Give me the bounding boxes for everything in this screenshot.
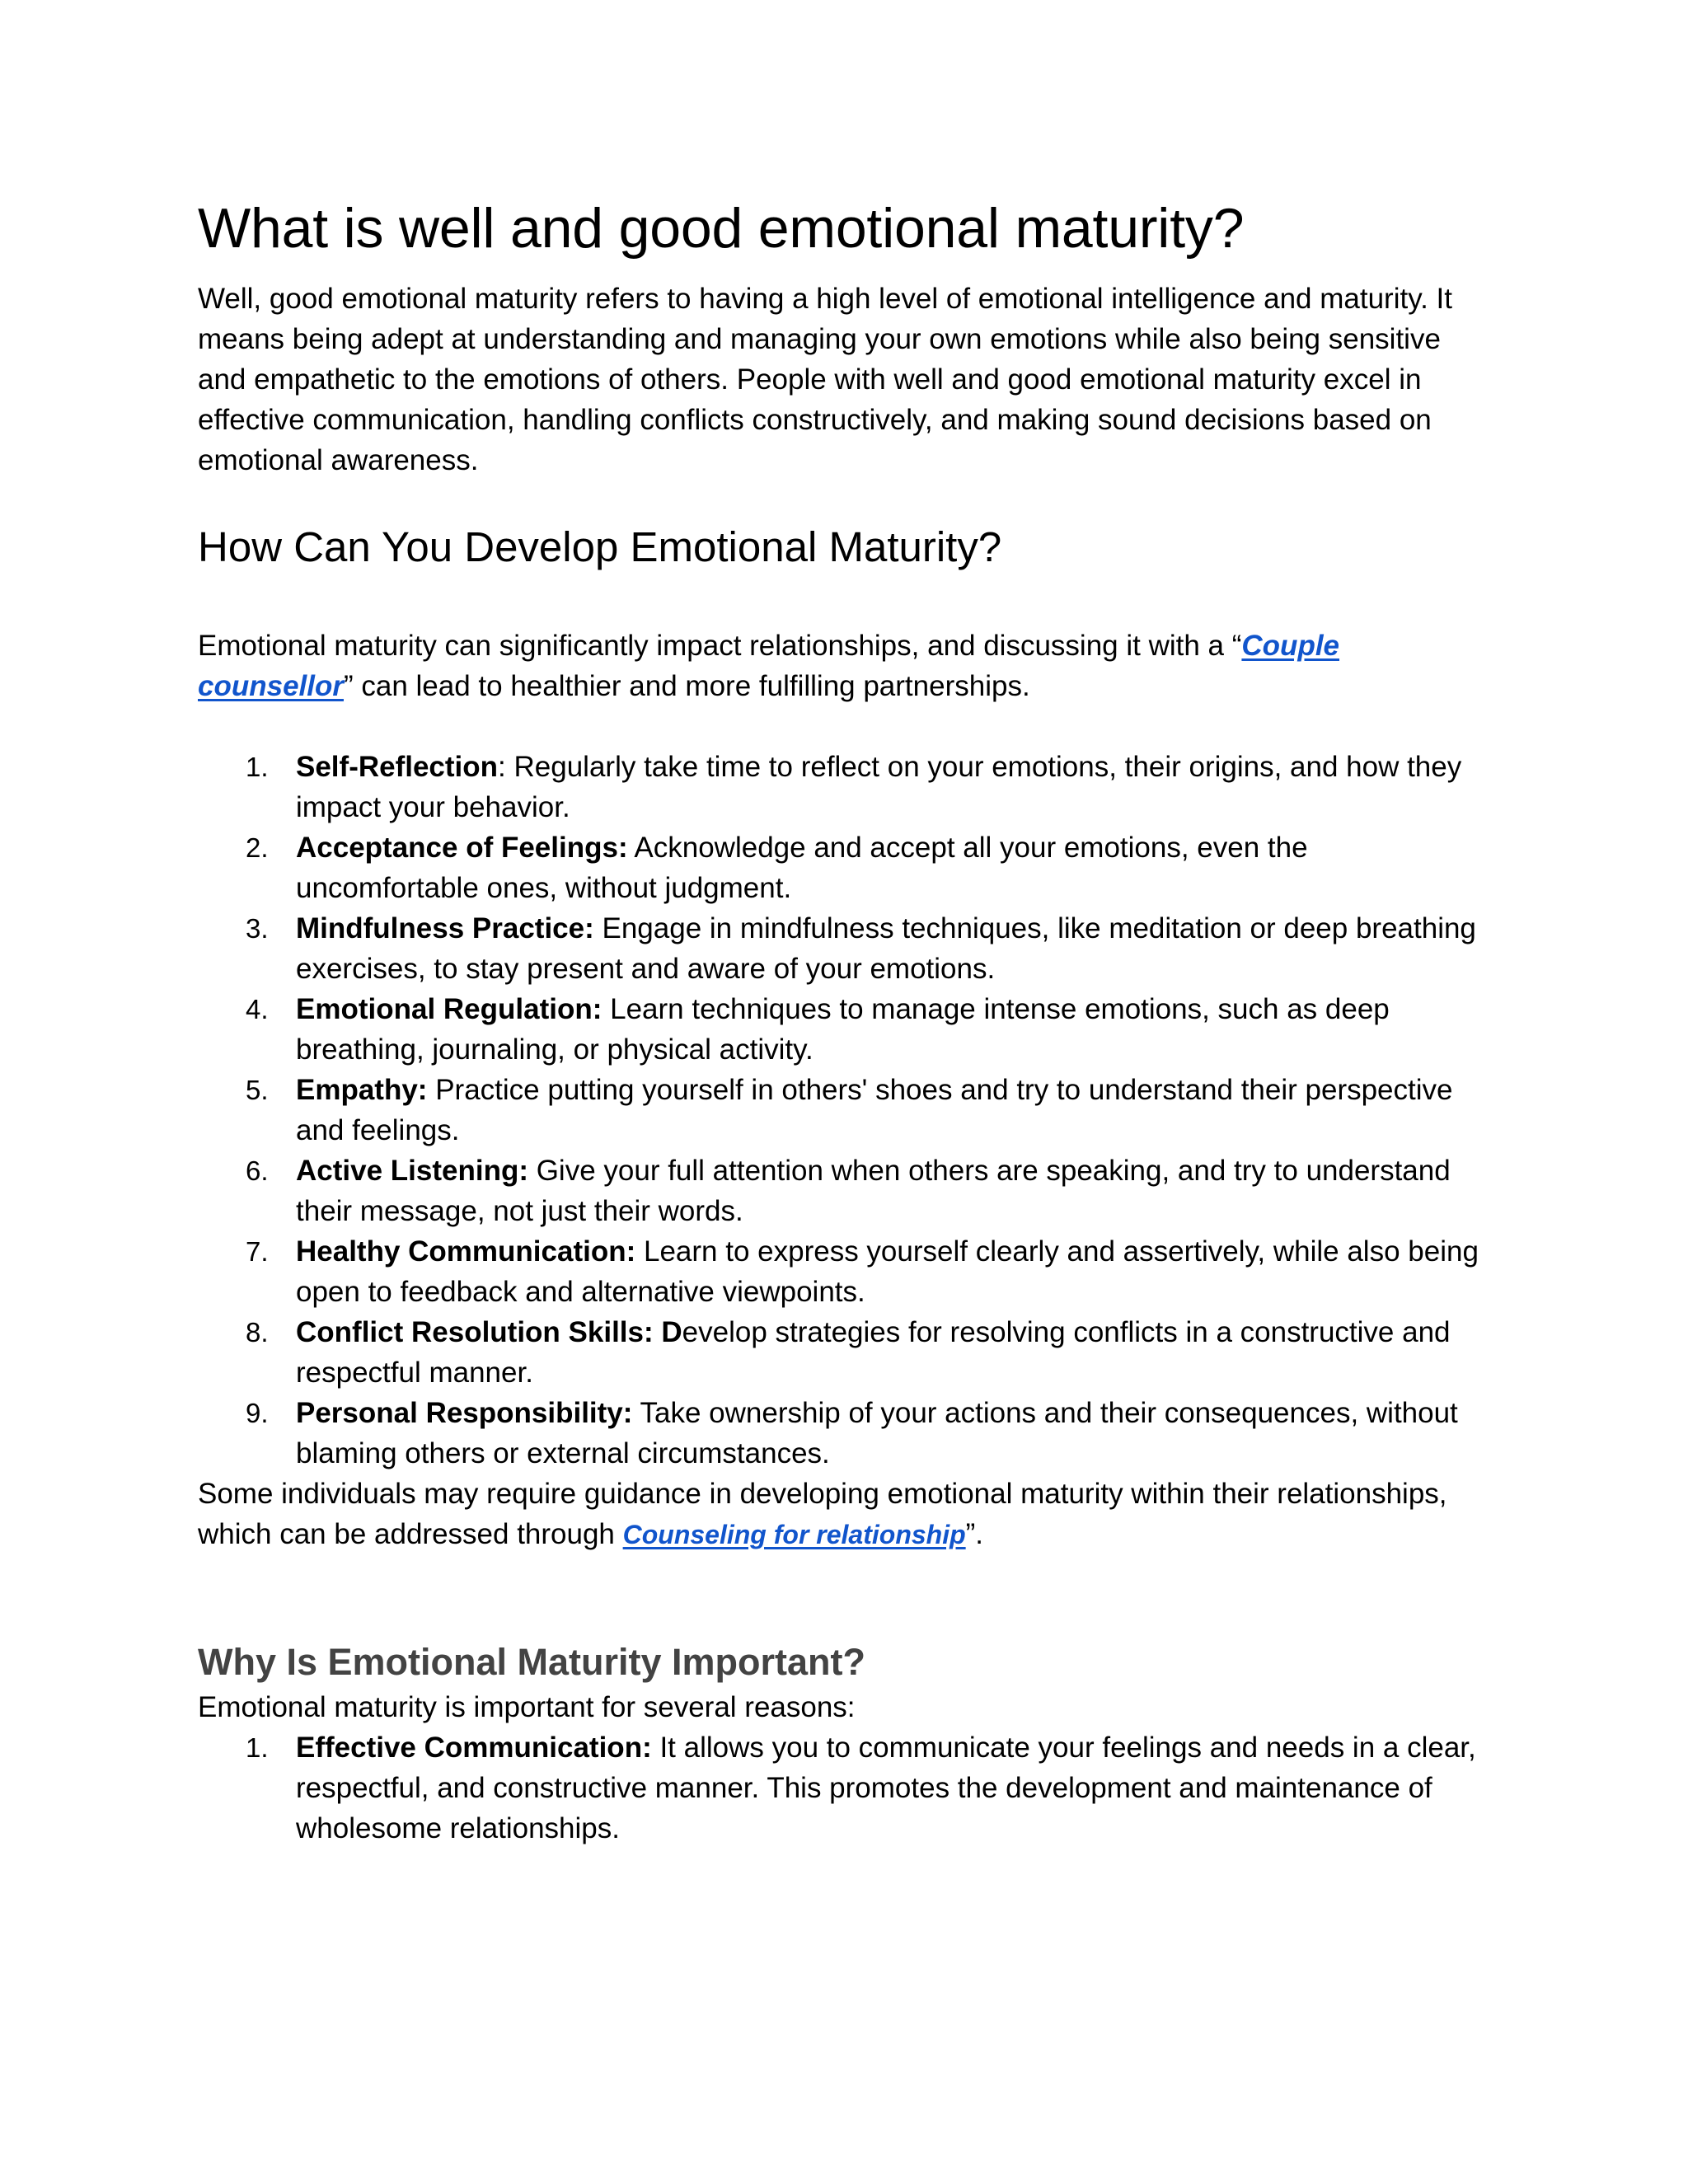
develop-steps-list [198,747,1482,1474]
list-item-number: 5. [246,1075,269,1105]
list-item-label: Mindfulness Practice: [296,912,594,944]
develop-outro-text-after: ”. [965,1518,984,1550]
why-reasons-list [198,1727,1482,1849]
list-item [198,1151,1482,1231]
list-item-number: 6. [246,1155,269,1186]
intro-paragraph: Well, good emotional maturity refers to having a high level of emotional intelligence and maturity. It means being adept at understanding and managing your own emotions while also being sensitive and empathetic to the emotions of others. People with well and good emotional maturity excel in effective communication, handling conflicts constructively, and making sound decisions based on emotional awareness. [198,283,1453,476]
list-item-text: Engage in mindfulness techniques, like meditation or deep breathing exercises, to stay present and aware of your emotions. [296,912,1476,985]
list-item-number: 1. [246,1732,269,1763]
list-item-number: 7. [246,1236,269,1267]
list-item [198,1070,1482,1151]
list-item-text: Learn to express yourself clearly and assertively, while also being open to feedback and alternative viewpoints. [296,1235,1479,1308]
list-item-number: 2. [246,832,269,863]
list-item-text: Learn techniques to manage intense emotions, such as deep breathing, journaling, or physical activity. [296,993,1390,1066]
develop-intro-text-before: Emotional maturity can significantly impact relationships, and discussing it with a “ [198,630,1242,662]
list-item-text: Take ownership of your actions and their consequences, without blaming others or external circumstances. [296,1397,1458,1469]
counseling-for-relationship-link[interactable]: Counseling for relationship [622,1520,966,1549]
list-item-label: Emotional Regulation: [296,993,603,1025]
list-item-label: Conflict Resolution Skills: D [296,1316,682,1348]
list-item-number: 3. [246,913,269,944]
list-item-text: : Regularly take time to reflect on your emotions, their origins, and how they impact your behavior. [296,751,1462,823]
list-item-label: Active Listening: [296,1155,528,1187]
page-title: What is well and good emotional maturity? [198,197,1245,260]
list-item-number: 8. [246,1317,269,1347]
list-item-label: Self-Reflection [296,751,499,783]
list-item-label: Effective Communication: [296,1732,652,1764]
list-item [198,908,1482,989]
list-item-text: evelop strategies for resolving conflicts in a constructive and respectful manner. [296,1316,1451,1389]
why-heading: Why Is Emotional Maturity Important? [198,1641,866,1683]
list-item-label: Empathy: [296,1074,428,1106]
list-item-label: Acceptance of Feelings: [296,832,628,864]
list-item [198,747,1482,827]
list-item-text: It allows you to communicate your feelings and needs in a clear, respectful, and constructive manner. This promotes the development and maintenance of wholesome relationships. [296,1732,1476,1844]
list-item [198,1231,1482,1312]
list-item-number: 4. [246,994,269,1024]
develop-heading: How Can You Develop Emotional Maturity? [198,523,1002,570]
list-item-number: 1. [246,752,269,782]
develop-intro-text-after: ” can lead to healthier and more fulfilling partnerships. [343,670,1030,702]
list-item [198,1312,1482,1393]
list-item [198,827,1482,908]
why-intro-paragraph: Emotional maturity is important for several reasons: [198,1691,856,1723]
list-item-label: Healthy Communication: [296,1235,636,1268]
list-item-text: Practice putting yourself in others' shoes and try to understand their perspective and feelings. [296,1074,1453,1146]
list-item-label: Personal Responsibility: [296,1397,633,1429]
develop-intro-paragraph [198,626,1482,706]
list-item-text: Give your full attention when others are speaking, and try to understand their message, not just their words. [296,1155,1451,1227]
list-item [198,989,1482,1070]
develop-outro-paragraph [198,1474,1482,1555]
develop-outro-text-before: Some individuals may require guidance in developing emotional maturity within their relationships, which can be addressed through [198,1478,1447,1550]
list-item-number: 9. [246,1398,269,1428]
list-item [198,1393,1482,1474]
list-item [198,1727,1482,1849]
list-item-text: Acknowledge and accept all your emotions, even the uncomfortable ones, without judgment. [296,832,1308,904]
couple-counsellor-link[interactable]: Couple counsellor [198,630,1340,702]
